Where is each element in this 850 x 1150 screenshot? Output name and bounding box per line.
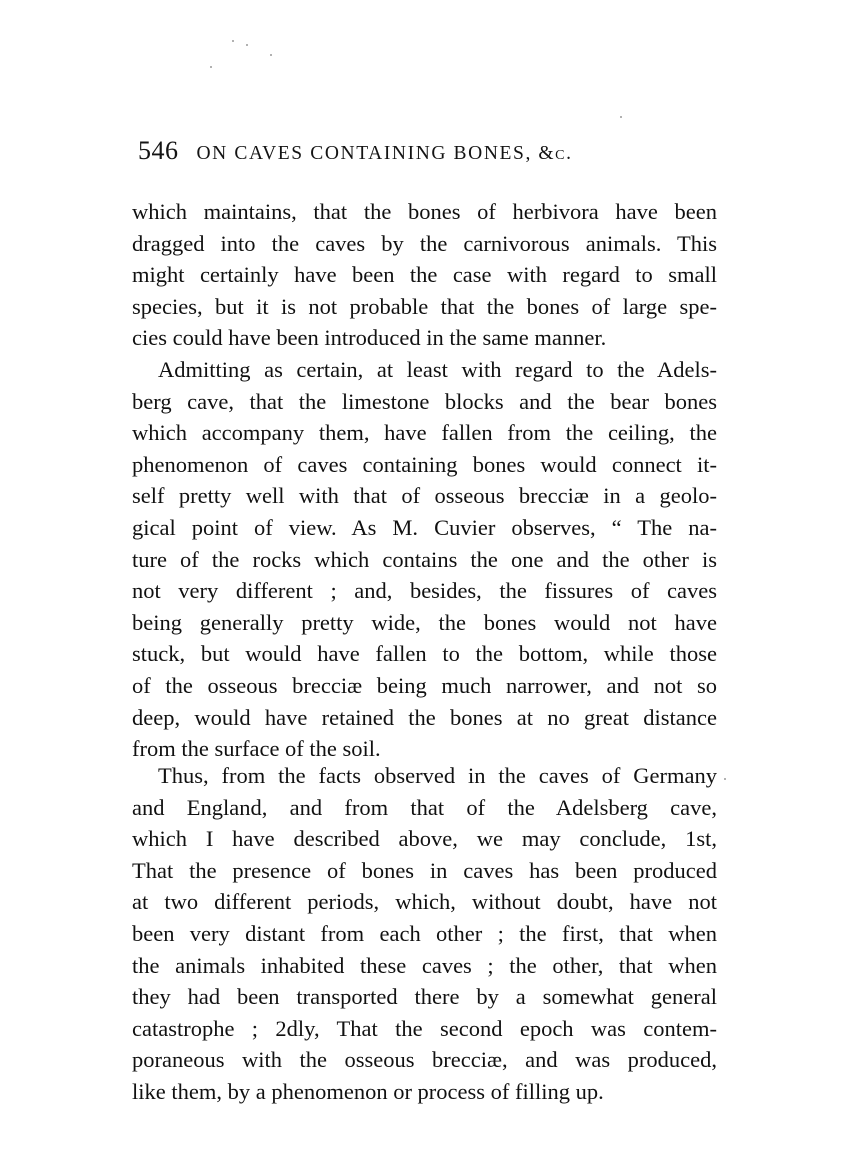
page-number: 546 — [138, 136, 179, 165]
print-speck — [246, 44, 248, 46]
text-line: not very different ; and, besides, the fissures of caves — [132, 578, 717, 604]
text-line: Thus, from the facts observed in the caves of Germany — [158, 763, 717, 788]
text-line: which maintains, that the bones of herbivora have been — [132, 199, 717, 224]
text-line: phenomenon of caves containing bones would connect it- — [132, 451, 717, 477]
text-line: ture of the rocks which contains the one and the other is — [132, 546, 717, 572]
text-line: Admitting as certain, at least with regard to the Adels- — [158, 357, 717, 382]
text-line: species, but it is not probable that the bones of large spe- — [132, 293, 717, 319]
text-line: they had been transported there by a somewhat general — [132, 984, 717, 1010]
text-line: That the presence of bones in caves has been produced — [132, 857, 717, 883]
print-speck — [724, 778, 726, 780]
running-head — [138, 136, 698, 170]
text-line: at two different periods, which, without doubt, have not — [132, 889, 717, 915]
text-line: which accompany them, have fallen from the ceiling, the — [132, 420, 717, 446]
paragraph-3 — [132, 760, 717, 1108]
text-line: been very distant from each other ; the first, that when — [132, 920, 717, 946]
text-line: the animals inhabited these caves ; the other, that when — [132, 952, 717, 978]
text-line: and England, and from that of the Adelsberg cave, — [132, 794, 717, 820]
text-line: deep, would have retained the bones at no great distance — [132, 704, 717, 730]
print-speck — [210, 66, 212, 68]
text-line: which I have described above, we may conclude, 1st, — [132, 826, 717, 852]
running-title: ON CAVES CONTAINING BONES, &c. — [196, 143, 573, 164]
print-speck — [270, 54, 272, 56]
text-line: like them, by a phenomenon or process of filling up. — [132, 1078, 604, 1104]
paragraph-2 — [132, 354, 717, 765]
text-line: self pretty well with that of osseous brecciæ in a geolo- — [132, 483, 717, 509]
text-line: catastrophe ; 2dly, That the second epoch was contem- — [132, 1015, 717, 1041]
print-speck — [232, 40, 234, 42]
text-line: berg cave, that the limestone blocks and the bear bones — [132, 388, 717, 414]
text-line: from the surface of the soil. — [132, 736, 381, 762]
text-line: stuck, but would have fallen to the bottom, while those — [132, 641, 717, 667]
paragraph-1 — [132, 196, 717, 354]
text-line: gical point of view. As M. Cuvier observes, “ The na- — [132, 514, 717, 540]
text-line: dragged into the caves by the carnivorous animals. This — [132, 230, 717, 256]
print-speck — [620, 116, 622, 118]
text-line: cies could have been introduced in the same manner. — [132, 325, 607, 351]
text-line: being generally pretty wide, the bones would not have — [132, 609, 717, 635]
text-line: of the osseous brecciæ being much narrower, and not so — [132, 672, 717, 698]
text-line: might certainly have been the case with regard to small — [132, 262, 717, 288]
text-line: poraneous with the osseous brecciæ, and was produced, — [132, 1047, 717, 1073]
